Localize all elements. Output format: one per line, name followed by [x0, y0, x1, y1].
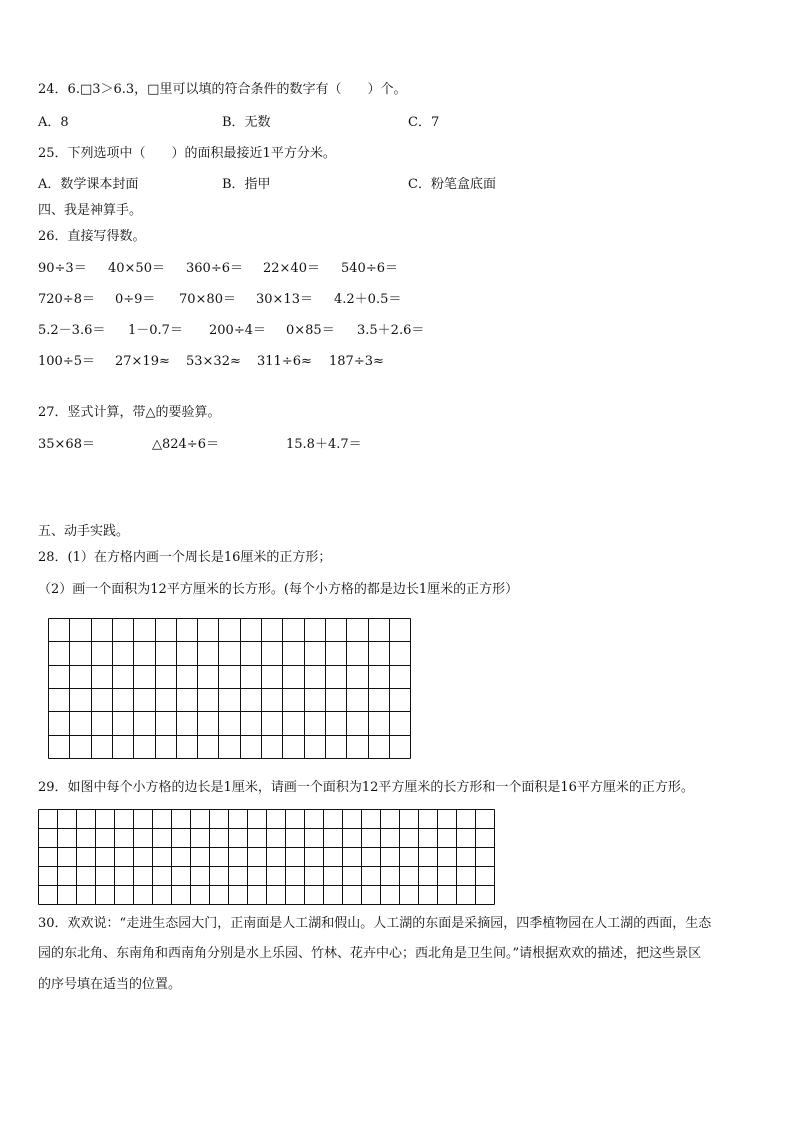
calc-item[interactable]: 0×85＝: [286, 323, 335, 338]
vertical-calc-item[interactable]: 15.8＋4.7＝: [286, 437, 362, 452]
q24-stem: 24．6.□3＞6.3，□里可以填的符合条件的数字有（ ）个。: [38, 82, 407, 97]
q24-option-b[interactable]: B．无数: [222, 115, 271, 130]
section-5-heading: 五、动手实践。: [38, 524, 130, 539]
q27-stem: 27．竖式计算，带△的要验算。: [38, 405, 221, 420]
calc-item[interactable]: 187÷3≈: [329, 354, 384, 369]
calc-item[interactable]: 200÷4＝: [209, 323, 266, 338]
calc-item[interactable]: 720÷8＝: [38, 292, 95, 307]
q26-stem: 26．直接写得数。: [38, 229, 146, 244]
q25-option-c[interactable]: C．粉笔盒底面: [408, 177, 496, 192]
calc-item[interactable]: 5.2－3.6＝: [38, 323, 106, 338]
q25-option-a[interactable]: A．数学课本封面: [38, 177, 139, 192]
q28-part1: 28．(1）在方格内画一个周长是16厘米的正方形；: [38, 550, 332, 565]
vertical-calc-item[interactable]: 35×68＝: [38, 437, 95, 452]
calc-item[interactable]: 27×19≈: [115, 354, 170, 369]
calc-item[interactable]: 53×32≈: [186, 354, 241, 369]
calc-item[interactable]: 540÷6＝: [341, 261, 398, 276]
q28-square-grid[interactable]: [48, 618, 414, 762]
q30-line-1: 30．欢欢说：“走进生态园大门，正南面是人工湖和假山。人工湖的东面是采摘园，四季植物园在人工湖的西面，生态: [38, 916, 712, 931]
section-4-heading: 四、我是神算手。: [38, 203, 143, 218]
calc-item[interactable]: 3.5＋2.6＝: [357, 323, 425, 338]
calc-item[interactable]: 360÷6＝: [186, 261, 243, 276]
vertical-calc-item[interactable]: △824÷6＝: [152, 437, 219, 452]
q28-part2: （2）画一个面积为12平方厘米的长方形。(每个小方格的都是边长1厘米的正方形）: [38, 582, 519, 597]
q30-line-2: 园的东北角、东南角和西南角分别是水上乐园、竹林、花卉中心；西北角是卫生间。”请根据欢欢的描述，把这些景区: [38, 946, 702, 961]
calc-item[interactable]: 0÷9＝: [115, 292, 156, 307]
calc-item[interactable]: 100÷5＝: [38, 354, 95, 369]
calc-item[interactable]: 22×40＝: [263, 261, 320, 276]
calc-item[interactable]: 70×80＝: [179, 292, 236, 307]
q25-stem: 25．下列选项中（ ）的面积最接近1平方分米。: [38, 146, 336, 161]
q24-option-c[interactable]: C．7: [408, 115, 440, 130]
q24-option-a[interactable]: A．8: [38, 115, 69, 130]
calc-item[interactable]: 311÷6≈: [257, 354, 312, 369]
calc-item[interactable]: 1－0.7＝: [128, 323, 183, 338]
q29-stem: 29．如图中每个小方格的边长是1厘米，请画一个面积为12平方厘米的长方形和一个面积是16平方厘米的正方形。: [38, 780, 694, 795]
q25-option-b[interactable]: B．指甲: [222, 177, 271, 192]
calc-item[interactable]: 90÷3＝: [38, 261, 87, 276]
calc-item[interactable]: 40×50＝: [108, 261, 165, 276]
q29-square-grid[interactable]: [38, 809, 498, 907]
q30-line-3: 的序号填在适当的位置。: [38, 977, 182, 992]
calc-item[interactable]: 30×13＝: [256, 292, 313, 307]
calc-item[interactable]: 4.2＋0.5＝: [334, 292, 402, 307]
